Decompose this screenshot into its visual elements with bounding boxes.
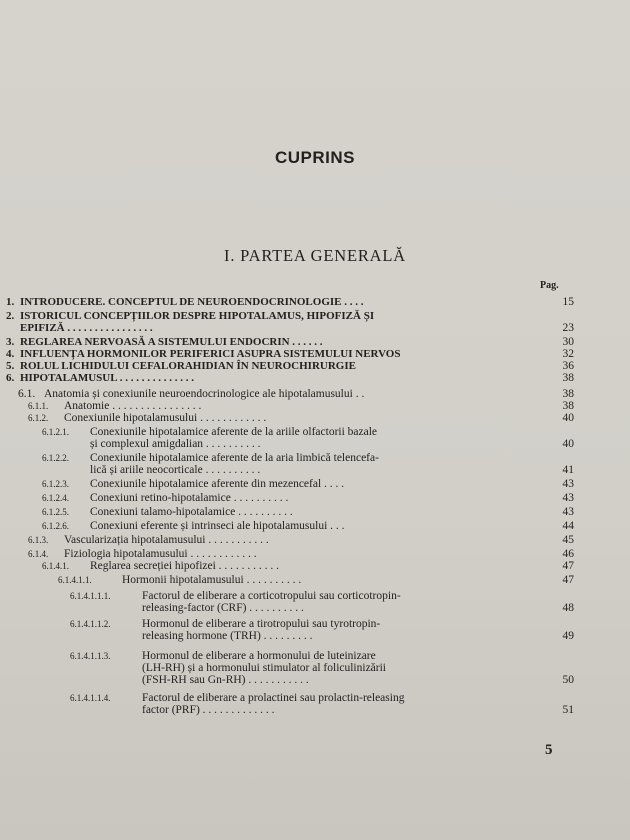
toc-entry-number: 6.1.2. xyxy=(28,413,49,423)
toc-entry-number: 6.1.3. xyxy=(28,535,49,545)
toc-entry-page: 51 xyxy=(562,704,574,716)
toc-entry-number: 6.1.2.4. xyxy=(42,493,69,503)
part-heading: I. PARTEA GENERALĂ xyxy=(224,246,406,265)
toc-entry-title: (LH-RH) și a hormonului stimulator al foliculinizării xyxy=(142,662,387,674)
toc-entry-title: ISTORICUL CONCEPȚIILOR DESPRE HIPOTALAMUS, HIPOFIZĂ ȘI xyxy=(20,310,375,322)
toc-entry-title: și complexul amigdalian . . . . . . . . . . xyxy=(90,438,261,450)
toc-entry-title: (FSH-RH sau Gn-RH) . . . . . . . . . . . xyxy=(142,674,309,686)
toc-entry-title: REGLAREA NERVOASĂ A SISTEMULUI ENDOCRIN . . . . . . xyxy=(20,336,323,348)
toc-entry-title: INFLUENȚA HORMONILOR PERIFERICI ASUPRA SISTEMULUI NERVOS xyxy=(20,348,401,360)
toc-entry-title: Conexiuni retino-hipotalamice . . . . . . . . . . xyxy=(90,492,289,504)
toc-entry-number: 6.1.2.2. xyxy=(42,453,69,463)
toc-entry-page: 47 xyxy=(562,574,574,586)
toc-entry-number: 6.1.4.1.1.1. xyxy=(70,591,111,601)
toc-entry-number: 6.1.2.1. xyxy=(42,427,69,437)
toc-entry-number: 4. xyxy=(6,348,15,360)
toc-entry-number: 6. xyxy=(6,372,15,384)
toc-entry-title: Conexiuni talamo-hipotalamice . . . . . . . . . . xyxy=(90,506,293,518)
toc-entry-title: Factorul de eliberare a prolactinei sau prolactin-releasing xyxy=(142,692,405,704)
toc-entry-number: 6.1.4.1. xyxy=(42,561,69,571)
toc-entry-page: 46 xyxy=(562,548,574,560)
toc-entry-number: 6.1.2.5. xyxy=(42,507,69,517)
toc-entry-title: Reglarea secreției hipofizei . . . . . . . . . . . xyxy=(90,560,280,572)
toc-entry-title: factor (PRF) . . . . . . . . . . . . . xyxy=(142,704,275,716)
toc-entry-title: Conexiunile hipotalamice aferente de la ariile olfactorii bazale xyxy=(90,426,378,438)
toc-entry-title: Hormonii hipotalamusului . . . . . . . . . . xyxy=(122,574,302,586)
toc-entry-title: Conexiunile hipotalamusului . . . . . . . . . . . . xyxy=(64,412,267,424)
toc-entry-page: 43 xyxy=(562,506,574,518)
toc-entry-page: 41 xyxy=(562,464,574,476)
toc-entry-page: 45 xyxy=(562,534,574,546)
toc-entry-page: 40 xyxy=(562,438,574,450)
toc-entry-page: 38 xyxy=(562,400,574,412)
toc-entry-number: 6.1.4.1.1.4. xyxy=(70,693,111,703)
toc-entry-page: 47 xyxy=(562,560,574,572)
toc-entry-title: Hormonul de eliberare a hormonului de luteinizare xyxy=(142,650,376,662)
toc-entry-number: 2. xyxy=(6,310,15,322)
toc-entry-title: Anatomie . . . . . . . . . . . . . . . . xyxy=(64,400,202,412)
page-number: 5 xyxy=(545,742,553,758)
toc-entry-number: 6.1.4.1.1.3. xyxy=(70,651,111,661)
toc-entry-page: 44 xyxy=(562,520,574,532)
toc-entry-title: lică și ariile neocorticale . . . . . . . . . . xyxy=(90,464,261,476)
toc-entry-title: ROLUL LICHIDULUI CEFALORAHIDIAN ÎN NEUROCHIRURGIE xyxy=(20,360,356,372)
toc-entry-title: releasing-factor (CRF) . . . . . . . . . . xyxy=(142,602,304,614)
toc-entry-number: 6.1. xyxy=(18,388,36,400)
toc-entry-page: 38 xyxy=(562,388,574,400)
toc-entry-page: 32 xyxy=(562,348,574,360)
toc-entry-page: 49 xyxy=(562,630,574,642)
toc-entry-number: 1. xyxy=(6,296,15,308)
toc-entry-title: Conexiuni eferente și intrinseci ale hipotalamusului . . . xyxy=(90,520,345,532)
toc-entry-title: EPIFIZĂ . . . . . . . . . . . . . . . . xyxy=(20,322,153,334)
toc-entry-number: 5. xyxy=(6,360,15,372)
toc-entry-page: 43 xyxy=(562,492,574,504)
toc-entry-number: 3. xyxy=(6,336,15,348)
pag-column-label: Pag. xyxy=(540,280,559,291)
toc-entry-number: 6.1.4.1.1. xyxy=(58,575,92,585)
toc-entry-title: releasing hormone (TRH) . . . . . . . . . xyxy=(142,630,313,642)
toc-entry-number: 6.1.4.1.1.2. xyxy=(70,619,111,629)
toc-entry-number: 6.1.4. xyxy=(28,549,49,559)
toc-entry-number: 6.1.1. xyxy=(28,401,49,411)
toc-entry-page: 38 xyxy=(562,372,574,384)
toc-entry-title: Hormonul de eliberare a tirotropului sau tyrotropin- xyxy=(142,618,381,630)
toc-entry-page: 36 xyxy=(562,360,574,372)
toc-entry-title: Factorul de eliberare a corticotropului sau corticotropin- xyxy=(142,590,401,602)
toc-entry-page: 15 xyxy=(562,296,574,308)
toc-entry-title: Conexiunile hipotalamice aferente din mezencefal . . . . xyxy=(90,478,345,490)
toc-entry-page: 48 xyxy=(562,602,574,614)
toc-entry-page: 40 xyxy=(562,412,574,424)
toc-entry-title: INTRODUCERE. CONCEPTUL DE NEUROENDOCRINOLOGIE . . . . xyxy=(20,296,364,308)
toc-entry-page: 30 xyxy=(562,336,574,348)
toc-entry-title: Conexiunile hipotalamice aferente de la aria limbică telencefa- xyxy=(90,452,379,464)
page-title: CUPRINS xyxy=(274,148,355,167)
toc-entry-number: 6.1.2.3. xyxy=(42,479,69,489)
toc-entry-title: HIPOTALAMUSUL . . . . . . . . . . . . . . xyxy=(20,372,194,384)
toc-entry-number: 6.1.2.6. xyxy=(42,521,69,531)
toc-entry-title: Vascularizația hipotalamusului . . . . . . . . . . . xyxy=(64,534,269,546)
toc-entry-page: 23 xyxy=(562,322,574,334)
toc-entry-title: Anatomia și conexiunile neuroendocrinologice ale hipotalamusului . . xyxy=(44,388,365,400)
toc-entry-page: 50 xyxy=(562,674,574,686)
toc-entry-title: Fiziologia hipotalamusului . . . . . . . . . . . . xyxy=(64,548,257,560)
toc-entry-page: 43 xyxy=(562,478,574,490)
